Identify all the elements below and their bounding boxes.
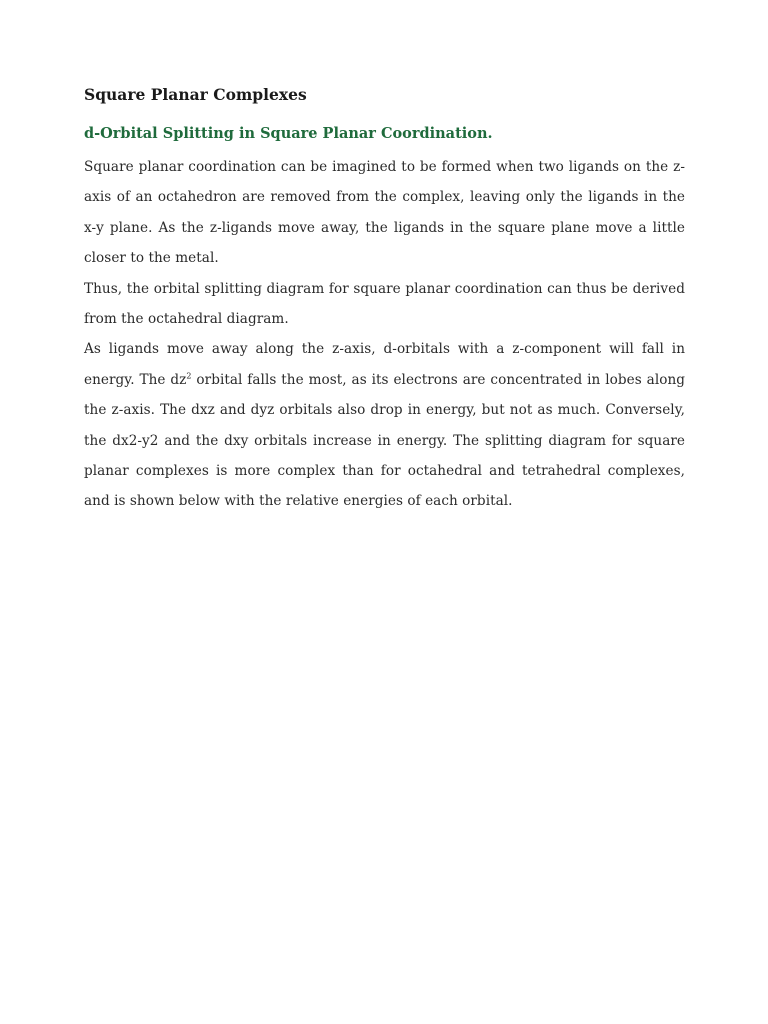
paragraph-3 bbox=[84, 334, 685, 516]
paragraph-1: Square planar coordination can be imagined to be formed when two ligands on the z-axis of an octahedron are removed from the complex, leaving only the ligands in the x-y plane. As the z-ligands move away, the ligands in the square plane move a little closer to the metal. bbox=[84, 159, 685, 267]
document-content bbox=[84, 84, 685, 517]
paragraph-2: Thus, the orbital splitting diagram for square planar coordination can thus be derived from the octahedral diagram. bbox=[84, 280, 685, 328]
page-title: Square Planar Complexes bbox=[84, 85, 307, 104]
paragraph-3-text-a: As ligands move away along the z-axis, d-orbitals with a z-component will fall in energy. The dz bbox=[84, 341, 685, 388]
superscript-2: 2 bbox=[186, 371, 192, 381]
section-heading: d-Orbital Splitting in Square Planar Coordination. bbox=[84, 125, 493, 142]
paragraph-3-text-b: orbital falls the most, as its electrons are concentrated in lobes along the z-axis. The dxz and dyz orbitals also drop in energy, but not as much. Conversely, the dx2-y2 and the dxy orbitals increase in energy. The splitting diagram for square planar complexes is more complex than for octahedral and tetrahedral complexes, and is shown below with the relative energies of each orbital. bbox=[84, 371, 686, 510]
